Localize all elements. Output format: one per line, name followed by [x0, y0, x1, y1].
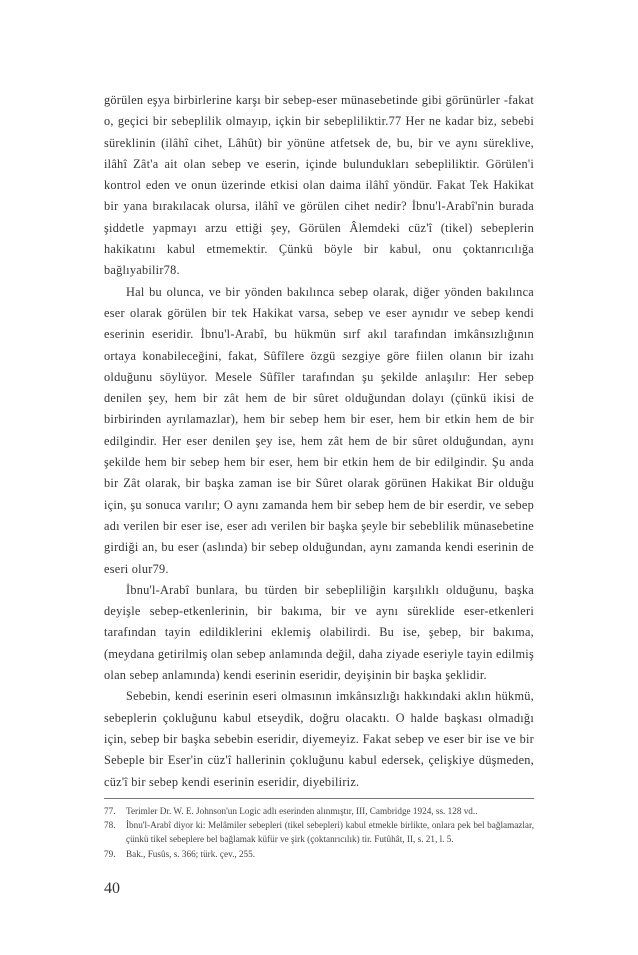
footnote-79: [104, 847, 534, 861]
paragraph-4: Sebebin, kendi eserinin eseri olmasının imkânsızlığı hakkındaki aklın hükmü, sebeplerin çokluğunu kabul etseydik, doğru olacaktı. O halde başkası olmadığı için, sebep bir başka sebebin eseridir, diyemeyiz. Fakat sebep ve eser bir ise ve bir Sebeple bir Eser'in cüz'î hallerinin çokluğunu kabul edersek, çelişkiye düşmeden, cüz'î bir sebep kendi eserinin eseridir, diyebiliriz.: [104, 689, 534, 789]
body-text: [104, 90, 534, 793]
footnote-78: [104, 818, 534, 846]
footnote-text: İbnu'l-Arabî diyor ki: Melâmiler sebepleri (tikel sebepleri) kabul etmekle birlikte, onlara pek bel bağlamazlar, çünkü tikel sebeplere bel bağlamak küfür ve şirk (çoktanrıcılık) tir. Futûhât, II, s. 21, l. 5.: [126, 820, 534, 845]
paragraph-1: görülen eşya birbirlerine karşı bir sebep-eser münasebetinde gibi görünürler -fakat o, geçici bir sebeplilik olmayıp, içkin bir sebepliliktir.77 Her ne kadar biz, sebebi süreklinin (ilâhî cihet, Lâhût) bir yönüne atfetsek de, bu, bir ve aynı süreklive, ilâhî Zât'a ait olan sebep ve eserin, içinde bulundukları sebepliliktir. Görülen'i kontrol eden ve onun üzerinde etkisi olan daima ilâhî yöndür. Fakat Tek Hakikat bir yana bırakılacak olursa, ilâhî ve görülen cihet nedir? İbnu'l-Arabî'nin burada şiddetle yapmayı arzu ettiği şey, Görülen Âlemdeki cüz'î (tikel) sebeplerin hakikatını kabul etmemektir. Çünkü böyle bir kabul, onu çoktanrıcılığa bağlıyabilir78.: [104, 93, 534, 278]
footnote-77: [104, 804, 534, 818]
footnote-text: Bak., Fusûs, s. 366; türk. çev., 255.: [126, 848, 256, 859]
page-number: 40: [104, 880, 120, 897]
footnotes: [104, 804, 534, 861]
footnote-number: 78.: [104, 820, 116, 831]
footnote-number: 79.: [104, 848, 116, 859]
footnote-divider: [104, 798, 534, 799]
paragraph-2: Hal bu olunca, ve bir yönden bakılınca sebep olarak, diğer yönden bakılınca eser olarak görülen bir tek Hakikat varsa, sebep ve eser aynıdır ve sebep kendi eserinin eseridir. İbnu'l-Arabî, bu hükmün sırf akıl tarafından imkânsızlığının ortaya konabileceğini, fakat, Sûfîlere özgü sezgiye göre fiilen olanın bir izahı olduğunu söylüyor. Mesele Sûfîler tarafından şu şekilde anlaşılır: Her sebep denilen şey, hem bir zât hem de bir sûret olduğundan dolayı (çünkü ikisi de birbirinden ayrılamazlar), hem bir sebep hem bir eser, hem bir etkin hem de bir edilgindir. Her eser denilen şey ise, hem zât hem de bir sûret olduğundan, aynı şekilde hem bir sebep hem bir eser, hem bir etkin hem de bir edilgindir. Şu anda bir Zât olarak, bir başka zaman ise bir Sûret olarak görünen Hakikat Bir olduğu için, şu sonuca varılır; O aynı zamanda hem bir sebep hem de bir eserdir, ve sebep adı verilen bir eser ise, eser adı verilen bir başka şeyle bir sebeblilik münasebetine girdiği an, bu eser (aslında) bir sebep olduğundan, aynı zamanda kendi eserinin de eseri olur79.: [104, 284, 534, 576]
footnote-text: Terimler Dr. W. E. Johnson'un Logic adlı eserinden alınmıştır, III, Cambridge 1924, ss. 128 vd..: [126, 806, 478, 816]
paragraph-3: İbnu'l-Arabî bunlara, bu türden bir sebepliliğin karşılıklı olduğunu, başka deyişle sebep-etkenlerinin, bir bakıma, bir ve aynı süreklide eser-etkenleri tarafından tayin edildiklerini eklemiş olabilirdi. Bu ise, şebep, bir bakıma, (meydana getirilmiş olan sebep anlamında değil, daha ziyade eseriyle tayin edilmiş olan sebep anlamında) kendi eserinin eseridir, deyişinin bir başka şeklidir.: [104, 582, 534, 683]
footnote-number: 77.: [104, 806, 116, 816]
